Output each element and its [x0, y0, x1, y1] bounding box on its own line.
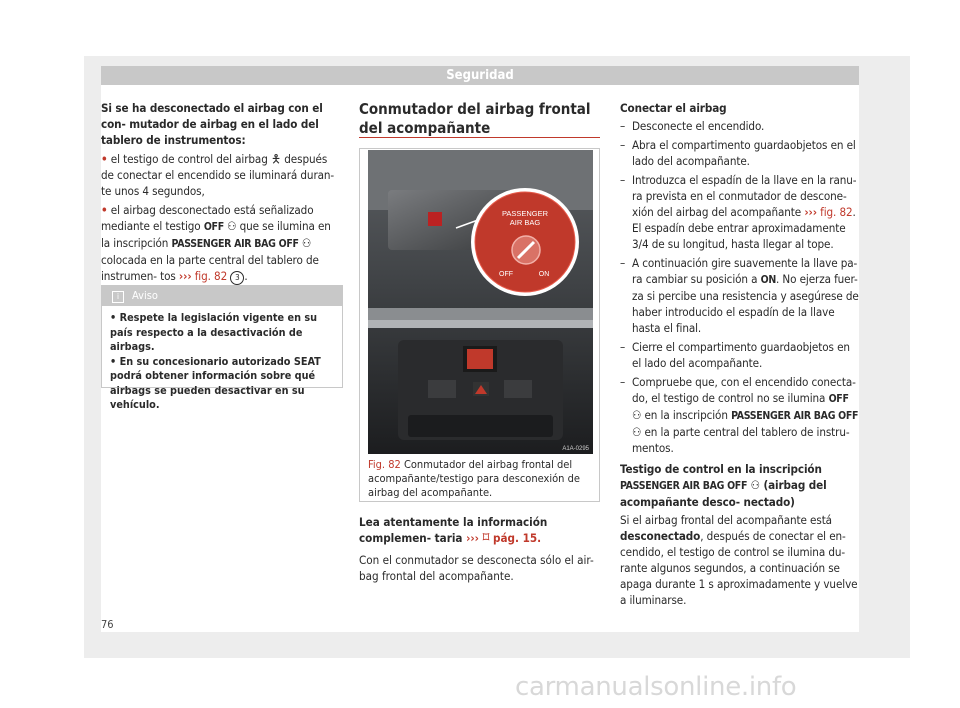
bullet-item: • el airbag desconectado está señalizado mediante el testigo OFF ⚇ que se ilumina en la inscripción PASSENGER AIR BAG OFF ⚇ colocada en la parte central del tablero de instrumen- tos ››› fig. 82 3 .: [101, 203, 331, 283]
figure-label-off: OFF: [499, 271, 513, 278]
testigo-title: Testigo de control en la inscripción PASSENGER AIR BAG OFF ⚇ (airbag del acompañante desco- nectado): [620, 462, 827, 509]
column-right: [620, 100, 860, 608]
airbag-seat-icon: ⚇: [750, 478, 760, 492]
watermark: carmanualsonline.info: [515, 672, 797, 702]
bullet-icon: •: [101, 152, 108, 166]
section-header: Seguridad: [101, 66, 859, 85]
notice-item: • En su concesionario autorizado SEAT podrá obtener información sobre qué airbags se pueden desactivar en su vehículo.: [110, 354, 321, 411]
info-icon: i: [112, 291, 124, 303]
body-text: Con el conmutador se desconecta sólo el air- bag frontal del acompañante.: [359, 553, 594, 583]
book-icon: ⌑: [482, 530, 490, 546]
notice-box: [101, 285, 343, 411]
airbag-person-icon: 🯅: [270, 152, 282, 166]
figure-photo: [368, 150, 593, 454]
figure-code: A1A-0295: [562, 446, 589, 452]
passenger-airbag-off-tag: PASSENGER AIR BAG OFF: [171, 238, 299, 250]
step-item: – Desconecte el encendido.: [620, 119, 765, 133]
notice-item: • Respete la legislación vigente en su país respecto a la desactivación de airbags.: [110, 311, 318, 353]
section-divider: [359, 137, 600, 138]
testigo-text: Si el airbag frontal del acompañante está desconectado, después de conectar el en- cendido, el testigo de control se ilumina du- rante algunos segundos, a continuación se apaga durante 1 s aproximadamente y vuelve a iluminarse.: [620, 513, 858, 607]
column-middle-text: [359, 514, 600, 584]
figure-label-passenger: PASSENGER: [501, 209, 549, 218]
figure-label-on: ON: [538, 271, 550, 278]
off-tag: OFF: [203, 221, 224, 233]
airbag-seat-icon: ⚇: [301, 236, 312, 250]
step-item: – Cierre el compartimento guardaobjetos en el lado del acompañante.: [620, 340, 850, 370]
arrow-ref-icon: ›››: [178, 269, 192, 283]
figure-number-badge: 3: [230, 271, 244, 285]
section-title: Conmutador del airbag frontal del acompañante: [359, 100, 591, 137]
step-item: – A continuación gire suavemente la llave pa- ra cambiar su posición a ON. No ejerza fuer- za si percibe una resistencia y asegúrese de haber introducido el espadín de la llave hasta el final.: [620, 256, 859, 335]
airbag-seat-icon: ⚇: [227, 219, 237, 233]
airbag-seat-icon: ⚇: [632, 408, 642, 422]
notice-body: [102, 306, 342, 413]
figure-link[interactable]: fig. 82: [820, 205, 853, 219]
page-link[interactable]: pág. 15.: [493, 531, 542, 545]
notice-header: i Aviso: [102, 286, 342, 306]
figure-label-airbag: AIR BAG: [509, 218, 541, 227]
intro-text: Si se ha desconectado el airbag con el con- mutador de airbag en el lado del tablero de instrumentos:: [101, 101, 323, 147]
step-item: – Compruebe que, con el encendido conecta- do, el testigo de control no se ilumina OFF ⚇ en la inscripción PASSENGER AIR BAG OFF ⚇ en la parte central del tablero de instru- mentos.: [620, 375, 859, 455]
bullet-item: • el testigo de control del airbag 🯅 después de conectar el encendido se iluminará duran- te unos 4 segundos,: [101, 152, 335, 198]
page-number: 76: [101, 618, 114, 631]
step-item: – Introduzca el espadín de la llave en la ranu- ra prevista en el conmutador de descone- xión del airbag del acompañante ››› fig. 82. El espadín debe entrar aproximadamente 3/4 de su longitud, hasta llegar al tope.: [620, 173, 857, 251]
connect-title: Conectar el airbag: [620, 101, 727, 115]
figure-caption: Fig. 82 Conmutador del airbag frontal del acompañante/testigo para desconexión de airbag del acompañante.: [368, 458, 580, 499]
read-note: Lea atentamente la información complemen- taria ››› ⌑ pág. 15.: [359, 515, 548, 546]
airbag-seat-icon: ⚇: [632, 425, 642, 439]
figure-link[interactable]: fig. 82: [194, 269, 228, 283]
caption-ref: Fig. 82: [368, 458, 401, 471]
bullet-icon: •: [101, 203, 108, 217]
step-item: – Abra el compartimento guardaobjetos en el lado del acompañante.: [620, 138, 856, 168]
column-left: [101, 100, 341, 285]
